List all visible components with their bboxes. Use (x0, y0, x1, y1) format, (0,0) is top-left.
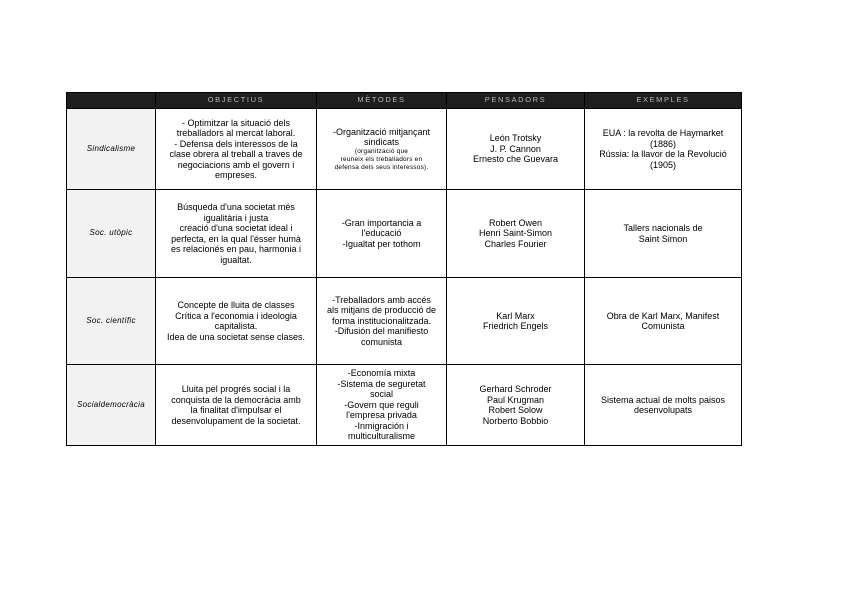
cell-text: Lluita pel progrés social i la conquista de la democràcia amb la finalitat d'impulsar el desenvolupament de la societat. (171, 384, 301, 426)
cell-pensadors (447, 190, 585, 278)
cell-text: Robert Owen Henri Saint-Simon Charles Fourier (478, 217, 553, 249)
row-label: Sindicalisme (67, 109, 156, 190)
table-row-sindicalisme (67, 109, 742, 190)
cell-note: (organització que reuneix els treballadors en defensa dels seus interessos). (334, 147, 429, 171)
cell-text: León Trotsky J. P. Cannon Ernesto che Guevara (472, 133, 559, 165)
header-empty (67, 93, 156, 109)
cell-metodes (317, 365, 447, 446)
cell-objectius (156, 278, 317, 365)
table-row-soc-cientific (67, 278, 742, 365)
cell-exemples (585, 190, 742, 278)
cell-text: EUA : la revolta de Haymarket (1886) Rússia: la llavor de la Revolució (1905) (599, 128, 727, 170)
row-label: Socialdemocràcia (67, 365, 156, 446)
cell-metodes (317, 190, 447, 278)
cell-metodes (317, 278, 447, 365)
cell-text: -Treballadors amb accés als mitjans de producció de forma institucionalitzada. -Difusión del manifiesto comunista (326, 294, 437, 347)
cell-text: -Economía mixta -Sistema de seguretat social -Govern que reguli l'empresa privada -Inmigración i multiculturalisme (337, 368, 426, 442)
cell-text: -Organització mitjançant sindicats (332, 126, 431, 147)
cell-text: Tallers nacionals de Saint Simon (623, 223, 703, 244)
row-label: Soc. utòpic (67, 190, 156, 278)
cell-objectius (156, 365, 317, 446)
cell-objectius (156, 109, 317, 190)
header-row (67, 93, 742, 109)
cell-text: Gerhard Schroder Paul Krugman Robert Solow Norberto Bobbio (479, 384, 552, 426)
table-row-socialdemocracia (67, 365, 742, 446)
comparison-table (66, 92, 742, 446)
cell-exemples (585, 365, 742, 446)
cell-text: Obra de Karl Marx, Manifest Comunista (606, 310, 720, 331)
cell-text: Karl Marx Friedrich Engels (482, 310, 549, 331)
cell-text: Sistema actual de molts paisos desenvolupats (600, 394, 726, 415)
cell-exemples (585, 278, 742, 365)
cell-text: Concepte de lluita de classes Crítica a l'economia i ideologia capitalista. Idea de una societat sense clases. (166, 300, 306, 342)
cell-pensadors (447, 109, 585, 190)
header-metodes: MÈTODES (317, 93, 447, 109)
cell-text: -Gran importancia a l'educació -Igualtat per tothom (341, 217, 422, 249)
cell-objectius (156, 190, 317, 278)
cell-text: Búsqueda d'una societat més igualitària i justa creació d'una societat ideal i perfecta, en la qual l'ésser humà es relacionés en pau, harmonia i igualtat. (170, 202, 302, 265)
cell-pensadors (447, 278, 585, 365)
cell-text: - Optimitzar la situació dels treballadors al mercat laboral. - Defensa dels interessos de la clase obrera al treball a traves de negociacions amb el govern i empreses. (169, 117, 303, 180)
row-label: Soc. científic (67, 278, 156, 365)
cell-pensadors (447, 365, 585, 446)
header-pensadors: PENSADORS (447, 93, 585, 109)
header-exemples: EXEMPLES (585, 93, 742, 109)
header-objectius: OBJECTIUS (156, 93, 317, 109)
cell-metodes (317, 109, 447, 190)
table-row-soc-utopic (67, 190, 742, 278)
cell-exemples (585, 109, 742, 190)
